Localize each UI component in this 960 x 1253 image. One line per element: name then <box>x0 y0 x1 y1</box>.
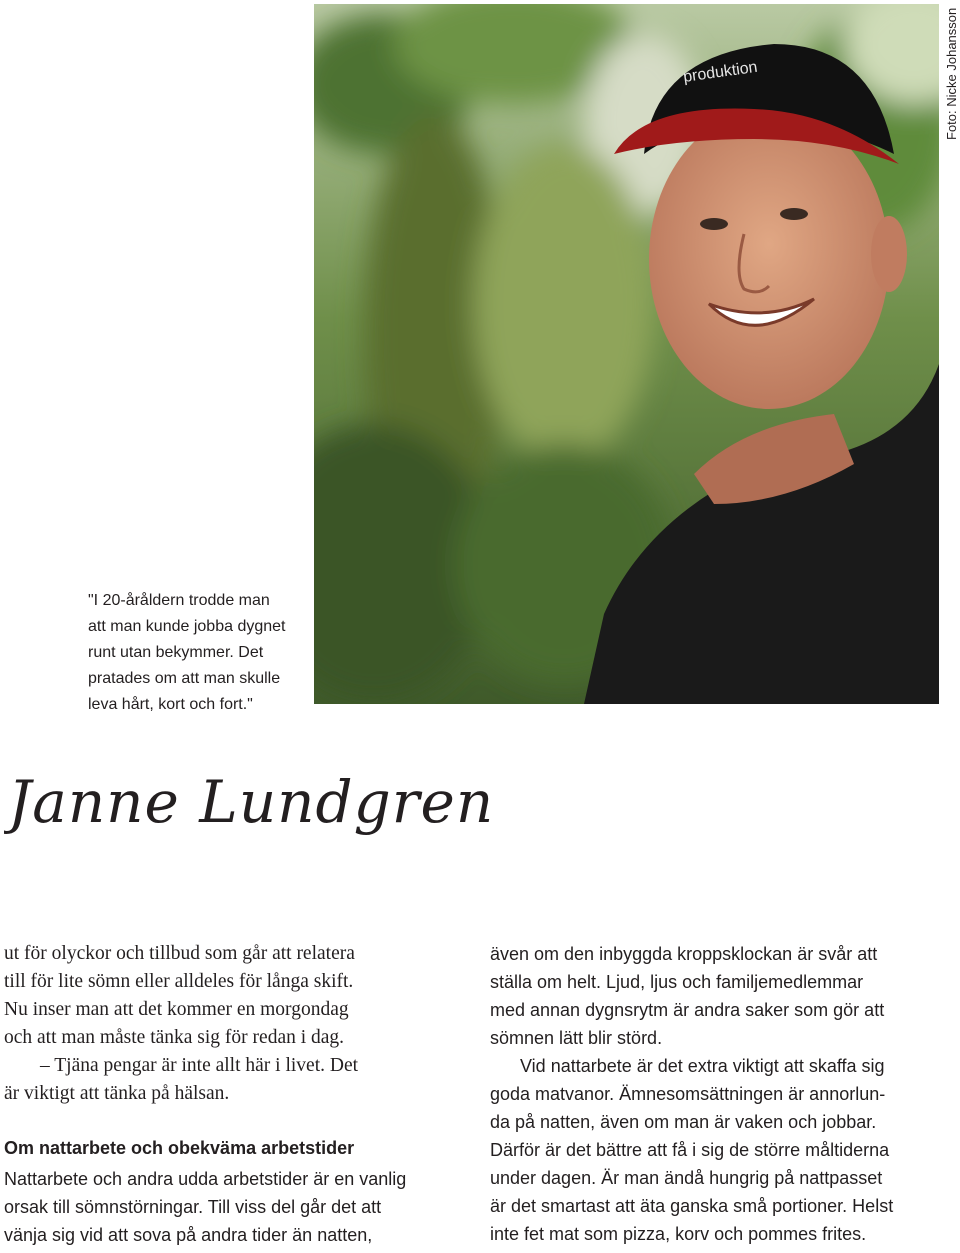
body-line: är viktigt att tänka på hälsan. <box>4 1083 230 1104</box>
portrait-illustration <box>314 4 939 704</box>
portrait-photo <box>314 4 939 704</box>
cap-logo-text: produktion <box>682 58 759 86</box>
body-line: även om den inbyggda kroppsklockan är svår att <box>490 944 878 964</box>
handwritten-name <box>4 760 524 856</box>
quote-line: leva hårt, kort och fort." <box>88 696 253 713</box>
body-line: inte fet mat som pizza, korv och pommes frites. <box>490 1224 867 1244</box>
body-line: under dagen. Är man ändå hungrig på nattpasset <box>490 1168 883 1188</box>
quote-line: "I 20-åråldern trodde man <box>88 592 270 609</box>
right-column-text <box>490 940 940 1248</box>
body-line: sömnen lätt blir störd. <box>490 1028 663 1048</box>
photo-credit: Foto: Nicke Johansson <box>944 7 959 140</box>
body-line: Vid nattarbete är det extra viktigt att skaffa sig <box>520 1056 885 1076</box>
section-heading: Om nattarbete och obekväma arbetstider <box>4 1138 355 1158</box>
body-line: goda matvanor. Ämnesomsättningen är annorlun- <box>490 1084 886 1104</box>
name-text: Janne Lundgren <box>8 768 495 836</box>
body-line: – Tjäna pengar är inte allt här i livet. Det <box>40 1055 359 1076</box>
body-line: och att man måste tänka sig för redan i dag. <box>4 1027 345 1048</box>
body-line: är det smartast att äta ganska små portioner. Helst <box>490 1196 894 1216</box>
body-line: da på natten, även om man är vaken och jobbar. <box>490 1112 877 1132</box>
body-line: vänja sig vid att sova på andra tider än natten, <box>4 1225 373 1245</box>
face <box>649 109 889 409</box>
body-line: orsak till sömnstörningar. Till viss del går det att <box>4 1197 382 1217</box>
left-column-sans-text <box>4 1165 474 1249</box>
body-line: ut för olyckor och tillbud som går att relatera <box>4 943 355 964</box>
quote-line: att man kunde jobba dygnet <box>88 618 286 635</box>
quote-line: runt utan bekymmer. Det <box>88 644 264 661</box>
quote-line: pratades om att man skulle <box>88 670 281 687</box>
body-line: Nattarbete och andra udda arbetstider är en vanlig <box>4 1169 407 1189</box>
left-column-serif-text <box>4 940 474 1108</box>
body-line: Nu inser man att det kommer en morgondag <box>4 999 349 1020</box>
pull-quote <box>88 588 310 718</box>
body-line: till för lite sömn eller alldeles för långa skift. <box>4 971 354 992</box>
body-line: ställa om helt. Ljud, ljus och familjemedlemmar <box>490 972 864 992</box>
body-line: med annan dygnsrytm är andra saker som gör att <box>490 1000 885 1020</box>
body-line: Därför är det bättre att få i sig de större måltiderna <box>490 1140 890 1160</box>
